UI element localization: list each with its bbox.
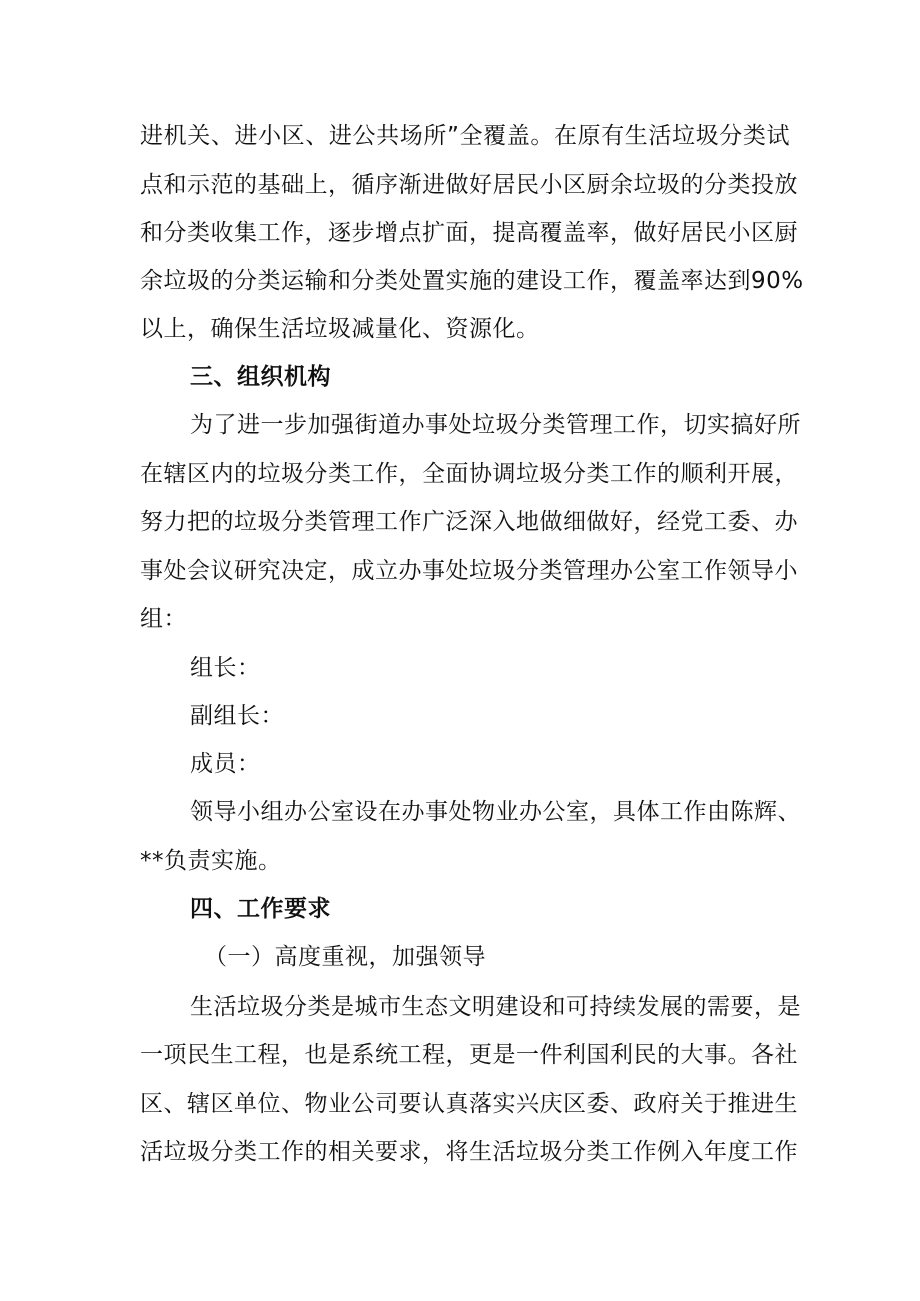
body-text-line: 进机关、进小区、进公共场所”全覆盖。在原有生活垃圾分类试	[140, 123, 790, 149]
body-text-line: 余垃圾的分类运输和分类处置实施的建设工作，覆盖率达到90%	[140, 268, 804, 294]
body-text-line: 领导小组办公室设在办事处物业办公室，具体工作由陈辉、	[190, 799, 801, 825]
body-text-line: 组：	[140, 606, 187, 632]
body-text-line: 活垃圾分类工作的相关要求，将生活垃圾分类工作例入年度工作	[140, 1139, 798, 1165]
section-heading-requirements: 四、工作要求	[190, 896, 331, 922]
body-text-line: 和分类收集工作，逐步增点扩面，提高覆盖率，做好居民小区厨	[140, 220, 798, 246]
deputy-leader-label: 副组长：	[190, 703, 284, 729]
body-text-line: 努力把的垃圾分类管理工作广泛深入地做细做好，经党工委、办	[140, 509, 798, 535]
leader-label: 组长：	[190, 655, 261, 681]
members-label: 成员：	[190, 751, 261, 777]
body-text-line: 一项民生工程，也是系统工程，更是一件利国利民的大事。各社	[140, 1042, 798, 1068]
body-text-line: 事处会议研究决定，成立办事处垃圾分类管理办公室工作领导小	[140, 558, 798, 584]
body-text-line: **负责实施。	[140, 848, 282, 874]
body-text-line: 在辖区内的垃圾分类工作，全面协调垃圾分类工作的顺利开展，	[140, 461, 798, 487]
section-heading-organization: 三、组织机构	[190, 364, 331, 390]
body-text-line: 为了进一步加强街道办事处垃圾分类管理工作，切实搞好所	[190, 412, 801, 438]
body-text-line: 区、辖区单位、物业公司要认真落实兴庆区委、政府关于推进生	[140, 1091, 798, 1117]
body-text-line: 以上，确保生活垃圾减量化、资源化。	[140, 316, 540, 342]
subsection-heading: （一）高度重视，加强领导	[204, 944, 486, 970]
body-text-line: 生活垃圾分类是城市生态文明建设和可持续发展的需要，是	[190, 994, 801, 1020]
body-text-line: 点和示范的基础上，循序渐进做好居民小区厨余垃圾的分类投放	[140, 172, 798, 198]
